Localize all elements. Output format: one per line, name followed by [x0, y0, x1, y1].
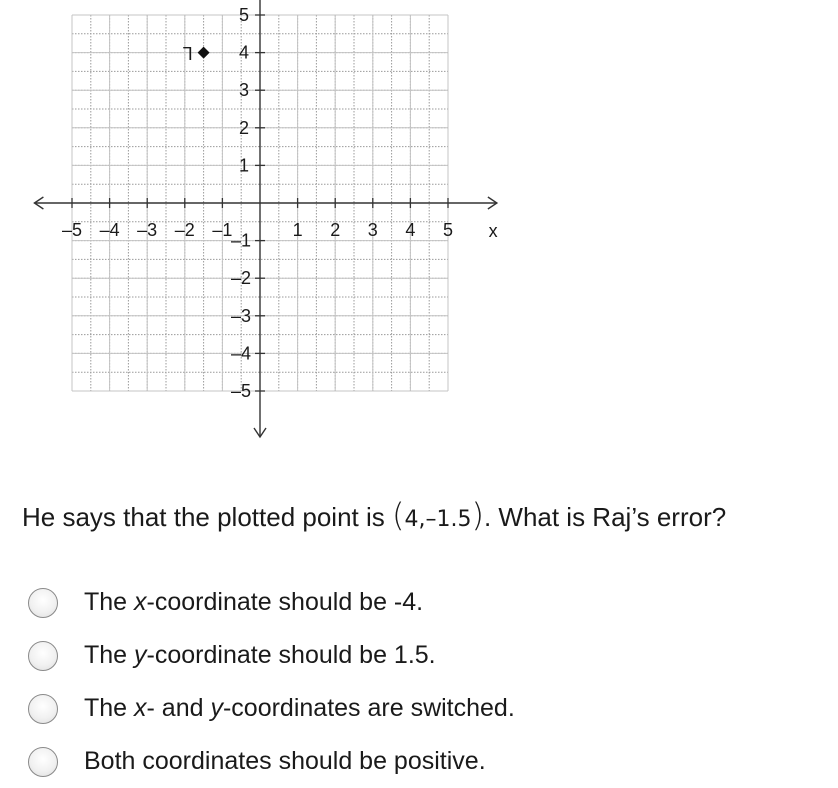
- y-tick-label: –2: [230, 268, 252, 289]
- x-tick-label: –5: [61, 220, 83, 240]
- y-tick-label: 3: [238, 80, 250, 101]
- y-tick-label: 2: [238, 117, 250, 138]
- x-tick-label: 4: [405, 220, 416, 240]
- x-tick-label: 5: [442, 220, 454, 240]
- option-label: The x- and y-coordinates are switched.: [84, 694, 515, 722]
- stated-point: 4,–1.5: [404, 507, 472, 532]
- x-tick-label: 3: [367, 220, 378, 240]
- x-axis-label: x: [488, 221, 498, 241]
- option-4[interactable]: [28, 735, 515, 788]
- x-tick-label: –1: [212, 220, 233, 240]
- y-tick-label: –4: [230, 343, 252, 364]
- y-tick-label: –1: [230, 230, 252, 251]
- x-tick-label: –4: [99, 220, 120, 240]
- y-tick-label: 5: [238, 5, 250, 25]
- point-label: L: [182, 42, 193, 63]
- option-label: The x-coordinate should be -4.: [84, 588, 424, 616]
- y-tick-label: 4: [238, 42, 250, 63]
- option-label: Both coordinates should be positive.: [84, 747, 486, 775]
- x-tick-label: 2: [330, 220, 341, 240]
- option-1[interactable]: [28, 576, 515, 629]
- question-text: [22, 480, 838, 555]
- y-tick-label: –3: [230, 305, 252, 326]
- x-tick-label: –3: [137, 220, 158, 240]
- question-suffix: . What is Raj’s error?: [483, 502, 727, 532]
- question-prefix: He says that the plotted point is: [22, 502, 392, 532]
- radio-button[interactable]: [28, 694, 58, 724]
- radio-button[interactable]: [28, 747, 58, 777]
- option-2[interactable]: [28, 629, 515, 682]
- plotted-point: [198, 47, 210, 59]
- radio-button[interactable]: [28, 588, 58, 618]
- option-label: The y-coordinate should be 1.5.: [84, 641, 436, 669]
- x-tick-label: –2: [174, 220, 195, 240]
- close-paren: ): [471, 496, 484, 534]
- x-tick-label: 1: [292, 220, 303, 240]
- radio-button[interactable]: [28, 641, 58, 671]
- answer-options: [28, 576, 515, 788]
- y-tick-label: 1: [238, 155, 250, 176]
- option-3[interactable]: [28, 682, 515, 735]
- y-tick-label: –5: [230, 381, 252, 401]
- open-paren: (: [392, 496, 405, 534]
